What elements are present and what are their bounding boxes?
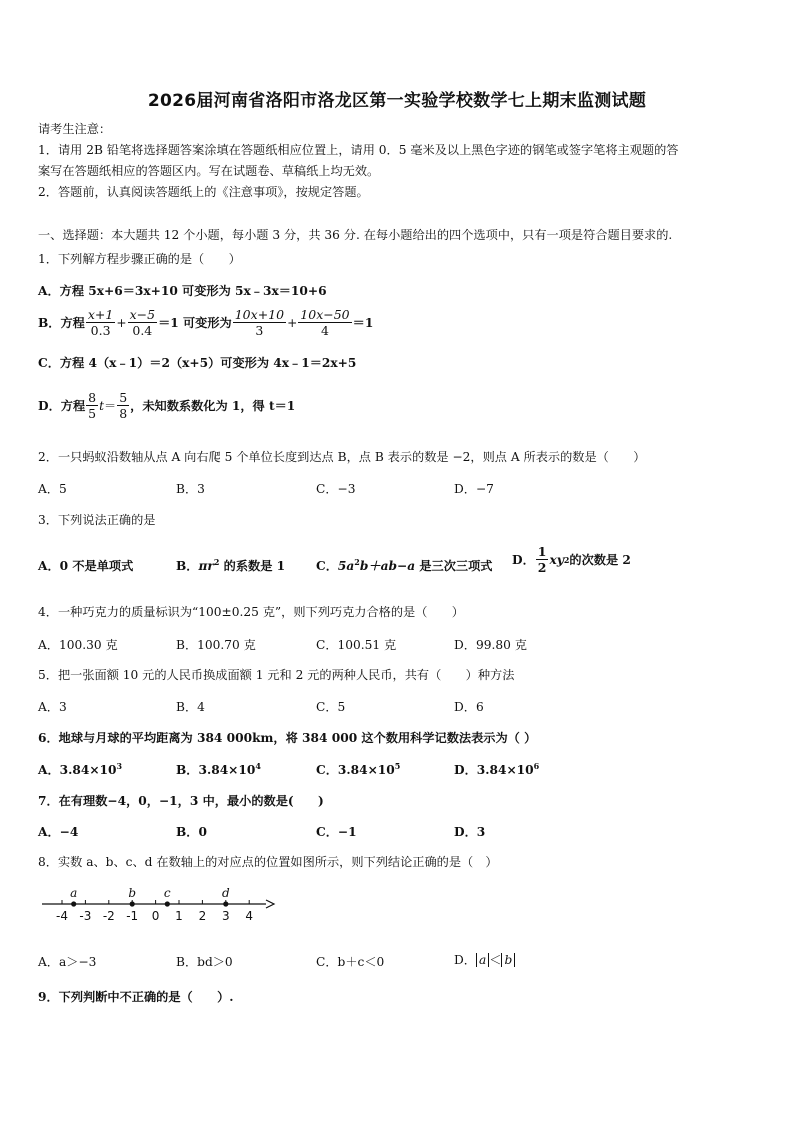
- q6b-exponent: 4: [255, 760, 261, 771]
- question-1-option-d: [38, 390, 295, 421]
- question-6-option-d: [454, 761, 539, 778]
- question-4-option-c: C．100.51 克: [316, 638, 397, 652]
- q3d-denominator: 2: [537, 560, 547, 575]
- question-5-option-a: A．3: [38, 700, 67, 714]
- notice-line-3: 2．答题前，认真阅读答题纸上的《注意事项》，按规定答题。: [38, 185, 369, 199]
- number-line-tick-label: -4: [56, 909, 68, 923]
- q1b-f3-denominator: 3: [255, 323, 264, 338]
- q3d-prefix: D．: [512, 553, 535, 567]
- question-3-option-c: [316, 557, 492, 574]
- q1b-plus-2: +: [287, 315, 298, 330]
- question-8-option-c: [316, 953, 384, 970]
- q1b-middle: ＝1 可变形为: [158, 316, 232, 330]
- question-3-stem: 3．下列说法正确的是: [38, 513, 156, 527]
- q1b-fraction-2: [128, 307, 157, 338]
- q1b-end: ＝1: [352, 316, 374, 330]
- number-line-figure: [38, 880, 278, 926]
- question-6-option-a: [38, 761, 122, 778]
- number-line-tick-label: 3: [221, 909, 230, 923]
- q1b-f4-denominator: 4: [320, 323, 329, 338]
- q3c-prefix: C．: [316, 559, 338, 573]
- question-7-option-c: C．−1: [316, 825, 357, 839]
- q8d-abs-b: b: [501, 953, 515, 967]
- q8d-prefix: D．: [454, 953, 476, 967]
- number-line: [42, 886, 274, 923]
- q3c-expression-2: b＋ab−a: [359, 559, 416, 573]
- question-6-option-c: [316, 761, 400, 778]
- question-8-option-b: [176, 953, 233, 970]
- q1b-f2-numerator: x−5: [129, 307, 156, 322]
- q1b-f1-denominator: 0.3: [90, 323, 111, 338]
- question-4-stem: 4．一种巧克力的质量标识为“100±0.25 克”，则下列巧克力合格的是（ ）: [38, 605, 464, 619]
- number-line-point-label-d: d: [221, 886, 230, 900]
- q3d-fraction: [536, 544, 549, 575]
- question-3-option-d: D． $\frac{1}{2}$ xy 2 的次数是 2: [512, 544, 631, 575]
- q3d-numerator: 1: [537, 544, 547, 559]
- question-2-option-d: D．−7: [454, 482, 494, 496]
- question-7-option-b: B．0: [176, 825, 207, 839]
- q3c-exponent: 2: [354, 556, 360, 567]
- question-5-option-c: C．5: [316, 700, 346, 714]
- q1b-f3-numerator: 10x+10: [234, 307, 285, 322]
- q8d-less-than: ＜: [489, 953, 502, 967]
- number-line-point-d: [223, 901, 228, 906]
- q8c-text: C．b＋c＜0: [316, 955, 385, 969]
- q1d-fraction-2: [117, 390, 129, 421]
- q1b-f4-numerator: 10x−50: [300, 307, 350, 322]
- q6c-base: C．3.84×10: [316, 763, 395, 777]
- number-line-point-a: [71, 901, 76, 906]
- number-line-tick-label: 1: [175, 909, 183, 923]
- question-6-option-b: [176, 761, 261, 778]
- question-2-option-b: B．3: [176, 482, 205, 496]
- q1d-end: ，未知数系数化为 1，得 t＝1: [130, 399, 296, 413]
- q8d-abs-a: a: [476, 953, 489, 967]
- notice-heading: 请考生注意：: [38, 122, 112, 136]
- q1b-prefix: B．方程: [38, 316, 85, 330]
- q1b-plus: +: [116, 315, 127, 330]
- question-2-option-a: A．5: [38, 482, 67, 496]
- question-3-option-b: [176, 557, 285, 574]
- question-1-option-c: C．方程 4（x﹣1）＝2（x+5）可变形为 4x﹣1＝2x+5: [38, 356, 357, 370]
- question-5-option-d: D．6: [454, 700, 484, 714]
- q1d-f2-denominator: 8: [119, 406, 128, 421]
- notice-line-2: 案写在答题纸相应的答题区内。写在试题卷、草稿纸上均无效。: [38, 164, 380, 178]
- q6d-base: D．3.84×10: [454, 763, 534, 777]
- q1d-f2-numerator: 5: [119, 390, 128, 405]
- question-2-stem: 2．一只蚂蚁沿数轴从点 A 向右爬 5 个单位长度到达点 B，点 B 表示的数是 −2，则点 A 所表示的数是（ ）: [38, 450, 646, 464]
- q3c-expression-1: 5a: [337, 559, 355, 573]
- q3d-end: 的次数是 2: [569, 553, 631, 567]
- question-8-stem: 8．实数 a、b、c、d 在数轴上的对应点的位置如图所示，则下列结论正确的是（ ）: [38, 855, 498, 869]
- q1d-f1-denominator: 5: [88, 406, 97, 421]
- q1d-equals: ＝: [104, 399, 117, 413]
- question-8-option-a: [38, 953, 96, 970]
- q1b-f1-numerator: x+1: [87, 307, 114, 322]
- q3b-end: 的系数是 1: [219, 559, 286, 573]
- question-5-stem: 5．把一张面额 10 元的人民币换成面额 1 元和 2 元的两种人民币，共有（ ）种方法: [38, 668, 515, 682]
- question-1-option-a: A．方程 5x+6＝3x+10 可变形为 5x﹣3x＝10+6: [38, 284, 327, 298]
- number-line-point-b: [130, 901, 135, 906]
- q3b-expression: πr: [198, 559, 214, 573]
- question-3-option-a: A．0 不是单项式: [38, 559, 134, 573]
- q1d-prefix: D．方程: [38, 399, 86, 413]
- question-9-stem: 9．下列判断中不正确的是（ ）.: [38, 990, 234, 1004]
- number-line-tick-label: -1: [126, 909, 139, 923]
- q3d-expression: xy: [549, 552, 564, 567]
- number-line-tick-label: -2: [102, 909, 115, 923]
- number-line-arrow-icon: [266, 900, 274, 908]
- number-line-point-label-c: c: [163, 886, 171, 900]
- q1b-fraction-4: [298, 307, 351, 338]
- q1d-fraction-1: [86, 390, 98, 421]
- question-7-stem: 7．在有理数−4，0，−1，3 中，最小的数是( ): [38, 794, 324, 808]
- question-8-option-d: [454, 951, 515, 968]
- number-line-point-c: [165, 901, 170, 906]
- q3b-exponent: 2: [213, 556, 220, 567]
- notice-line-1: 1．请用 2B 铅笔将选择题答案涂填在答题纸相应位置上，请用 0．5 毫米及以上黑色字迹的钢笔或签字笔将主观题的答: [38, 143, 679, 157]
- q6b-base: B．3.84×10: [176, 763, 256, 777]
- question-1-option-b: [38, 307, 373, 338]
- number-line-tick-label: 0: [151, 909, 160, 923]
- question-5-option-b: B．4: [176, 700, 205, 714]
- q6a-base: A．3.84×10: [38, 763, 117, 777]
- section-heading: 一、选择题：本大题共 12 个小题，每小题 3 分，共 36 分. 在每小题给出的四个选项中，只有一项是符合题目要求的.: [38, 228, 673, 242]
- q3c-end: 是三次三项式: [415, 559, 493, 573]
- question-1-stem: 1．下列解方程步骤正确的是（ ）: [38, 252, 241, 266]
- question-7-option-a: A．−4: [38, 825, 79, 839]
- question-4-option-a: A．100.30 克: [38, 638, 118, 652]
- q1d-f1-numerator: 8: [88, 390, 97, 405]
- q1d-variable: t: [99, 398, 104, 413]
- question-4-option-d: D．99.80 克: [454, 638, 527, 652]
- q8a-text: A．a＞−3: [38, 955, 97, 969]
- number-line-tick-label: 4: [245, 909, 254, 923]
- number-line-point-label-a: a: [70, 886, 78, 900]
- q6a-exponent: 3: [116, 760, 123, 771]
- q1b-fraction-3: [233, 307, 286, 338]
- q6c-exponent: 5: [394, 760, 401, 771]
- number-line-tick-label: -3: [79, 909, 92, 923]
- q3b-prefix: B．: [176, 559, 199, 573]
- exam-title: 2026届河南省洛阳市洛龙区第一实验学校数学七上期末监测试题: [147, 91, 647, 111]
- question-7-option-d: D．3: [454, 825, 486, 839]
- question-6-stem: 6．地球与月球的平均距离为 384 000km，将 384 000 这个数用科学记数法表示为（ ）: [38, 731, 537, 745]
- number-line-tick-label: 2: [198, 909, 207, 923]
- q6d-exponent: 6: [533, 760, 540, 771]
- question-2-option-c: C．−3: [316, 482, 356, 496]
- question-4-option-b: B．100.70 克: [176, 638, 256, 652]
- q8b-text: B．bd＞0: [176, 955, 233, 969]
- number-line-point-label-b: b: [128, 886, 137, 900]
- q1b-f2-denominator: 0.4: [132, 323, 153, 338]
- q1b-fraction-1: [86, 307, 115, 338]
